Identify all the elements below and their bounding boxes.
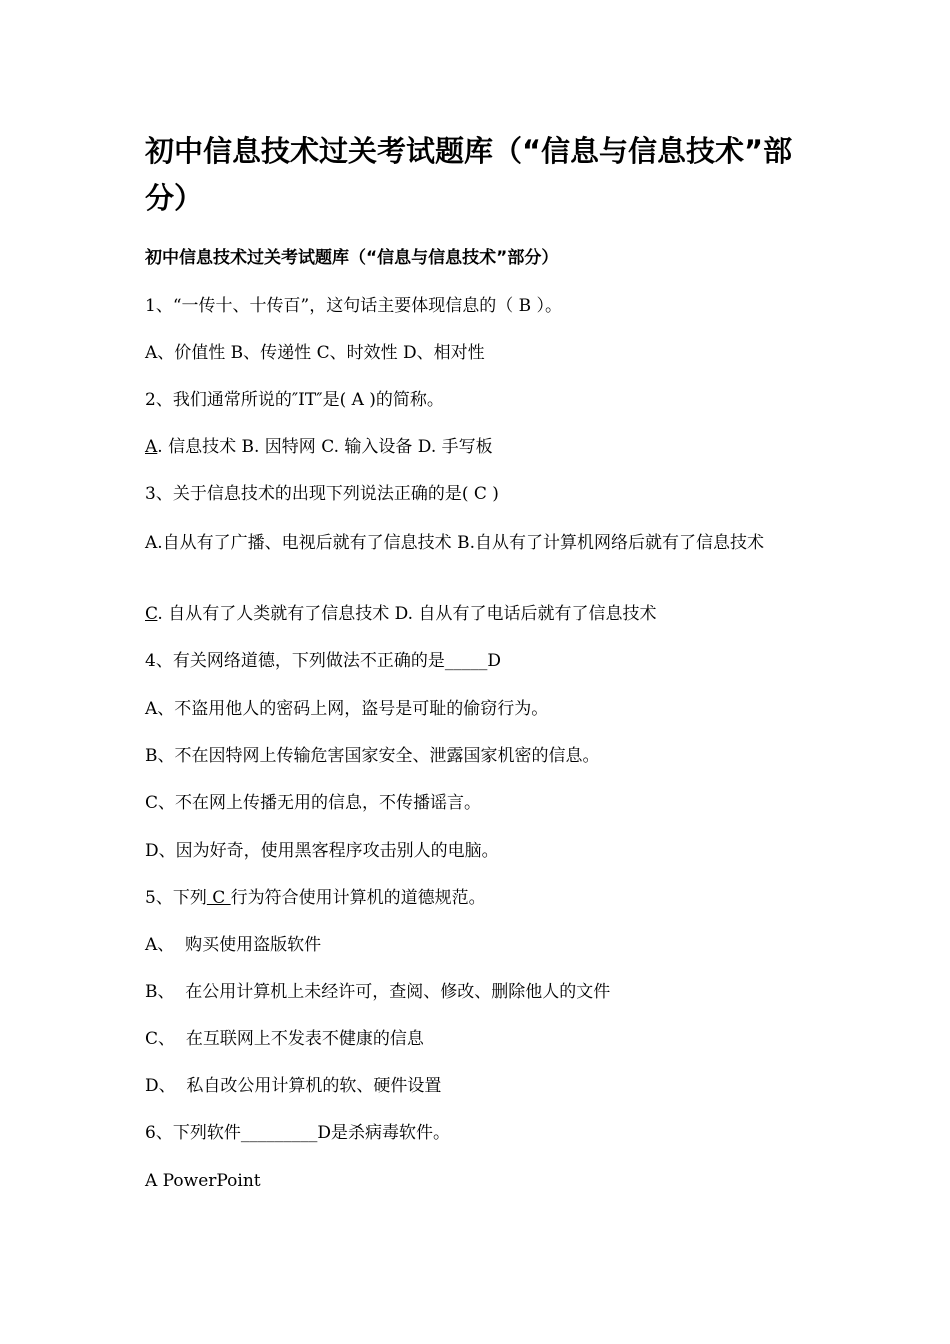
question-1: 1、“一传十、十传百”，这句话主要体现信息的（ B ）。: [145, 296, 562, 316]
question-5-suffix: 行为符合使用计算机的道德规范。: [230, 888, 486, 908]
document-subtitle: 初中信息技术过关考试题库（“信息与信息技术”部分）: [145, 248, 559, 268]
question-3-options-text: . 自从有了人类就有了信息技术 D. 自从有了电话后就有了信息技术: [157, 604, 657, 624]
question-1-options: A、价值性 B、传递性 C、时效性 D、相对性: [145, 343, 485, 363]
question-4: 4、有关网络道德，下列做法不正确的是_____D: [145, 651, 501, 671]
question-4-option-b: B、不在因特网上传输危害国家安全、泄露国家机密的信息。: [145, 746, 600, 766]
question-2-answer-letter: A: [145, 437, 158, 457]
question-2-options-text: . 信息技术 B. 因特网 C. 输入设备 D. 手写板: [157, 437, 493, 457]
question-4-option-c: C、不在网上传播无用的信息，不传播谣言。: [145, 793, 482, 813]
question-5-option-a: A、 购买使用盗版软件: [145, 935, 322, 955]
question-3: 3、关于信息技术的出现下列说法正确的是( C ): [145, 484, 499, 504]
question-3-options-ab: A.自从有了广播、电视后就有了信息技术 B.自从有了计算机网络后就有了信息技术: [145, 533, 764, 553]
question-5-option-c: C、 在互联网上不发表不健康的信息: [145, 1029, 424, 1049]
question-6: 6、下列软件_________D是杀病毒软件。: [145, 1123, 450, 1143]
question-2: 2、我们通常所说的″IT″是( A )的简称。: [145, 390, 444, 410]
question-4-option-a: A、不盗用他人的密码上网，盗号是可耻的偷窃行为。: [145, 699, 549, 719]
question-3-answer-letter: C: [145, 604, 158, 624]
question-5-option-d: D、 私自改公用计算机的软、硬件设置: [145, 1076, 442, 1096]
question-6-option-a: A PowerPoint: [145, 1171, 261, 1191]
question-5-prefix: 5、下列: [145, 888, 207, 908]
question-5: [145, 886, 815, 910]
question-5-answer: C: [206, 888, 231, 908]
question-3-options-cd: [145, 602, 815, 626]
question-5-option-b: B、 在公用计算机上未经许可，查阅、修改、删除他人的文件: [145, 982, 611, 1002]
question-2-options: [145, 435, 815, 459]
document-title: 初中信息技术过关考试题库（“信息与信息技术”部分）: [145, 134, 793, 215]
question-4-option-d: D、因为好奇，使用黑客程序攻击别人的电脑。: [145, 841, 499, 861]
